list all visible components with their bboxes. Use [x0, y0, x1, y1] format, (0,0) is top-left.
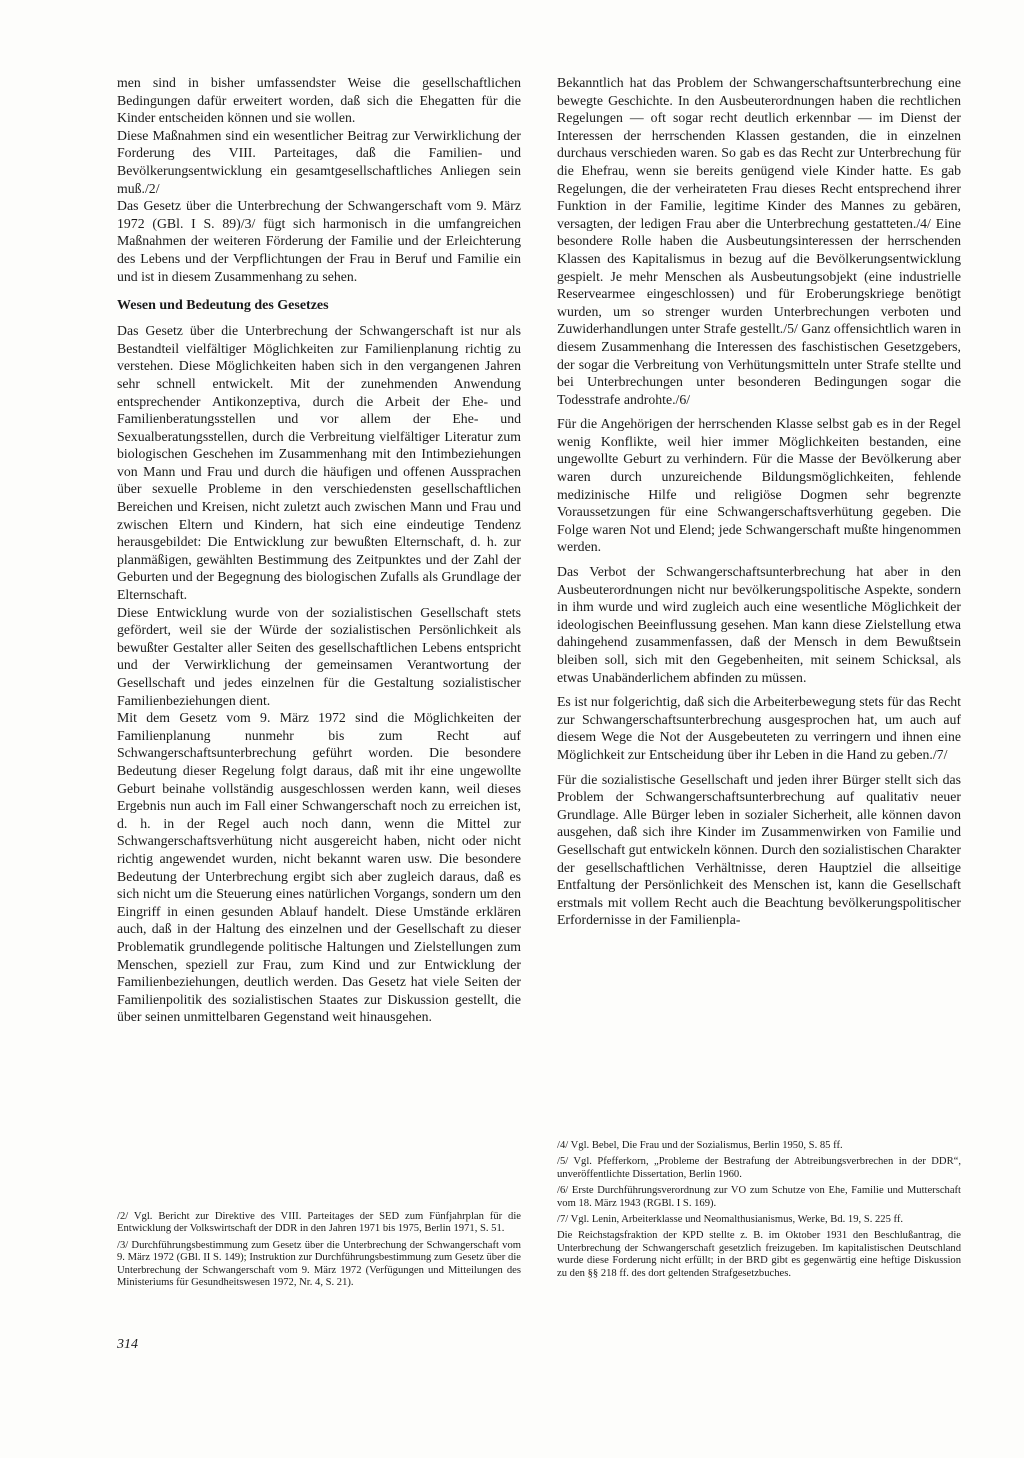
footnote: /6/ Erste Durchführungsverordnung zur VO zum Schutze von Ehe, Familie und Mutterschaft vom 18. März 1943 (RGBl. I S. 169).	[557, 1185, 961, 1209]
paragraph: Bekanntlich hat das Problem der Schwangerschaftsunterbrechung eine bewegte Geschichte. In den Ausbeuterordnungen haben die rechtlichen Regelungen — oft sogar recht deutlich erkennbar — im Dienst der Interessen der herrschenden Klassen gestanden, die in einzelnen durchaus verschieden waren. So gab es das Recht zur Unterbrechung für die Ehefrau, wenn sie bereits genügend viele Kinder hatte. Es gab Regelungen, die der verheirateten Frau dieses Recht entsprechend ihrer Funktion in der Familie, legitime Kinder des Mannes zu gebären, versagten, der ledigen Frau aber die Unterbrechung gestatteten./4/ Eine besondere Rolle haben die Ausbeutungsinteressen der herrschenden Klassen des Kapitalismus in bezug auf die Bevölkerungsentwicklung gespielt. Je mehr Menschen als Ausbeutungsobjekt (eine industrielle Reservearmee eingeschlossen) und für Eroberungskriege benötigt wurden, um so strenger wurden Unterbrechungen verboten und Zuwiderhandlungen unter Strafe gestellt./5/ Ganz offensichtlich waren in diesem Zusammenhang die Interessen des faschistischen Gesetzgebers, der sogar die Verbreitung von Verhütungsmitteln unter Strafe stellte und bei Unterbrechungen unter besonderen Bedingungen sogar die Todesstrafe androhte./6/	[557, 75, 961, 407]
footnote: /3/ Durchführungsbestimmung zum Gesetz über die Unterbrechung der Schwangerschaft vom 9. März 1972 (GBl. II S. 149); Instruktion zur Durchführungsbestimmung zum Gesetz über die Unterbrechung der Schwangerschaft vom 9. März 1972 (Verfügungen und Mitteilungen des Ministeriums für Gesundheitswesen 1972, Nr. 4, S. 21).	[117, 1239, 521, 1289]
paragraph: men sind in bisher umfassendster Weise die gesellschaftlichen Bedingungen dafür erweitert worden, daß sich die Ehegatten für die Kinder entscheiden können und sie wollen.	[117, 75, 521, 126]
paragraph: Mit dem Gesetz vom 9. März 1972 sind die Möglichkeiten der Familienplanung nunmehr bis zum Recht auf Schwangerschaftsunterbrechung geführt worden. Die besondere Bedeutung dieser Regelung folgt daraus, daß mit ihr eine ungewollte Geburt beinahe vollständig ausgeschlossen werden kann, weil dieses Ergebnis nun auch im Fall einer Schwangerschaft noch zu erreichen ist, d. h. in der Regel auch noch dann, wenn die Mittel zur Schwangerschaftsverhütung nicht ausgereicht haben, nicht oder nicht richtig angewendet wurden, nicht bekannt waren usw. Die besondere Bedeutung der Unterbrechung ergibt sich aber zugleich daraus, daß es sich nicht um die Steuerung eines natürlichen Vorgangs, sondern um den Eingriff in einen gesunden Ablauf handelt. Diese Umstände erklären auch, daß in der Haltung des einzelnen und der Gesellschaft zu dieser Problematik grundlegende politische Haltungen und Zielstellungen zum Menschen, speziell zur Frau, zum Kind und zur Entwicklung der Familienbeziehungen, deutlich werden. Das Gesetz hat viele Seiten der Familienpolitik des sozialistischen Staates zur Diskussion gestellt, die über seinen unmittelbaren Gegenstand weit hinausgehen.	[117, 710, 521, 1025]
paragraph: Das Gesetz über die Unterbrechung der Schwangerschaft ist nur als Bestandteil vielfältiger Möglichkeiten zur Familienplanung richtig zu verstehen. Diese Möglichkeiten haben sich in den vergangenen Jahren sehr schnell entwickelt. Mit der zunehmenden Anwendung entsprechender Antikonzeptiva, durch die Arbeit der Ehe- und Familienberatungsstellen und vor allem der Ehe- und Sexualberatungsstellen, durch die Verbreitung vielfältiger Literatur zum biologischen Geschehen im Zusammenhang mit den Intimbeziehungen von Mann und Frau und durch die häufigen und offenen Aussprachen über sexuelle Probleme in den verschiedensten gesellschaftlichen Bereichen und Kreisen, nicht zuletzt auch zwischen Mann und Frau und zwischen Eltern und Kindern, hat sich eine eindeutige Tendenz herausgebildet: Die Entwicklung zur bewußten Elternschaft, d. h. zur planmäßigen, gewählten Bestimmung des Zeitpunktes und der Zahl der Geburten und der Begegnung des biologischen Zufalls als Grundlage der Elternschaft.	[117, 323, 521, 603]
footnote: /4/ Vgl. Bebel, Die Frau und der Sozialismus, Berlin 1950, S. 85 ff.	[557, 1140, 843, 1151]
paragraph: Für die sozialistische Gesellschaft und jeden ihrer Bürger stellt sich das Problem der Schwangerschaftsunterbrechung auf qualitativ neuer Grundlage. Alle Bürger leben in sozialer Sicherheit, alle können davon ausgehen, daß sich ihre Kinder im Zusammenwirken von Familie und Gesellschaft gut entwickeln können. Durch den sozialistischen Charakter der gesellschaftlichen Verhältnisse, deren Hauptziel die allseitige Entfaltung der Persönlichkeit des Menschen ist, kann die Gesellschaft erstmals mit vollem Recht auch die Beachtung bevölkerungspolitischer Erfordernisse in der Familienpla-	[557, 771, 961, 928]
left-footnotes	[117, 1211, 521, 1289]
left-column	[117, 74, 521, 1026]
footnote: /5/ Vgl. Pfefferkorn, „Probleme der Bestrafung der Abtreibungsverbrechen in der DDR“, unveröffentlichte Dissertation, Berlin 1960.	[557, 1156, 961, 1180]
footnote: /2/ Vgl. Bericht zur Direktive des VIII. Parteitages der SED zum Fünfjahrplan für die Entwicklung der Volkswirtschaft der DDR in den Jahren 1971 bis 1975, Berlin 1971, S. 51.	[117, 1211, 521, 1235]
right-footnotes	[557, 1140, 961, 1280]
footnote: /7/ Vgl. Lenin, Arbeiterklasse und Neomalthusianismus, Werke, Bd. 19, S. 225 ff.	[557, 1214, 904, 1226]
page-number: 314	[117, 1337, 138, 1352]
paragraph: Das Verbot der Schwangerschaftsunterbrechung hat aber in den Ausbeuterordnungen nicht nur bevölkerungspolitische Aspekte, sondern in ihm wurde und wird zugleich auch eine wesentliche Möglichkeit der ideologischen Beeinflussung gesehen. Man kann diese Zielstellung etwa dahingehend zusammenfassen, daß der Mensch in dem Bewußtsein bleiben soll, sich mit den Gegebenheiten, mit seinem Schicksal, als etwas Unabänderlichem abfinden zu müssen.	[557, 564, 961, 685]
right-column	[557, 74, 961, 929]
section-heading: Wesen und Bedeutung des Gesetzes	[117, 298, 329, 314]
paragraph: Diese Entwicklung wurde von der sozialistischen Gesellschaft stets gefördert, weil sie der Würde der sozialistischen Persönlichkeit als bewußter Gestalter aller Seiten des gesellschaftlichen Lebens entspricht und der Verwirklichung der gemeinsamen Verantwortung der Gesellschaft und jedes einzelnen für die Gestaltung sozialistischer Familienbeziehungen dient.	[117, 604, 521, 708]
paragraph: Das Gesetz über die Unterbrechung der Schwangerschaft vom 9. März 1972 (GBl. I S. 89)/3/ fügt sich harmonisch in die umfangreichen Maßnahmen der weiteren Förderung der Familie und der Erleichterung des Lebens und der Verpflichtungen der Frau in Beruf und Familie ein und ist in diesem Zusammenhang zu sehen.	[117, 198, 521, 284]
footnote: Die Reichstagsfraktion der KPD stellte z. B. im Oktober 1931 den Beschlußantrag, die Unterbrechung der Schwangerschaft gesetzlich freizugeben. Im kapitalistischen Deutschland wurde diese Forderung nicht erfüllt; in der BRD gibt es gegenwärtig eine heftige Diskussion zu den §§ 218 ff. des dort geltenden Strafgesetzbuches.	[557, 1230, 961, 1279]
paragraph: Für die Angehörigen der herrschenden Klasse selbst gab es in der Regel wenig Konflikte, weil hier immer Möglichkeiten bestanden, eine ungewollte Geburt zu verhindern. Für die Masse der Bevölkerung aber waren durch unzureichende Bildungsmöglichkeiten, fehlende medizinische Hilfe und religiöse Dogmen sehr begrenzte Voraussetzungen für eine Schwangerschaftsverhütung gegeben. Die Folge waren Not und Elend; jede Schwangerschaft mußte hingenommen werden.	[557, 416, 961, 555]
paragraph: Diese Maßnahmen sind ein wesentlicher Beitrag zur Verwirklichung der Forderung des VIII. Parteitages, daß die Familien- und Bevölkerungsentwicklung ein gesamtgesellschaftliches Anliegen sein muß./2/	[117, 127, 521, 196]
paragraph: Es ist nur folgerichtig, daß sich die Arbeiterbewegung stets für das Recht zur Schwangerschaftsunterbrechung ausgesprochen hat, um auch auf diesem Wege die Not der Ausgebeuteten zu verringern und ihnen eine Möglichkeit zur Entscheidung über ihr Leben in die Hand zu geben./7/	[557, 694, 961, 762]
